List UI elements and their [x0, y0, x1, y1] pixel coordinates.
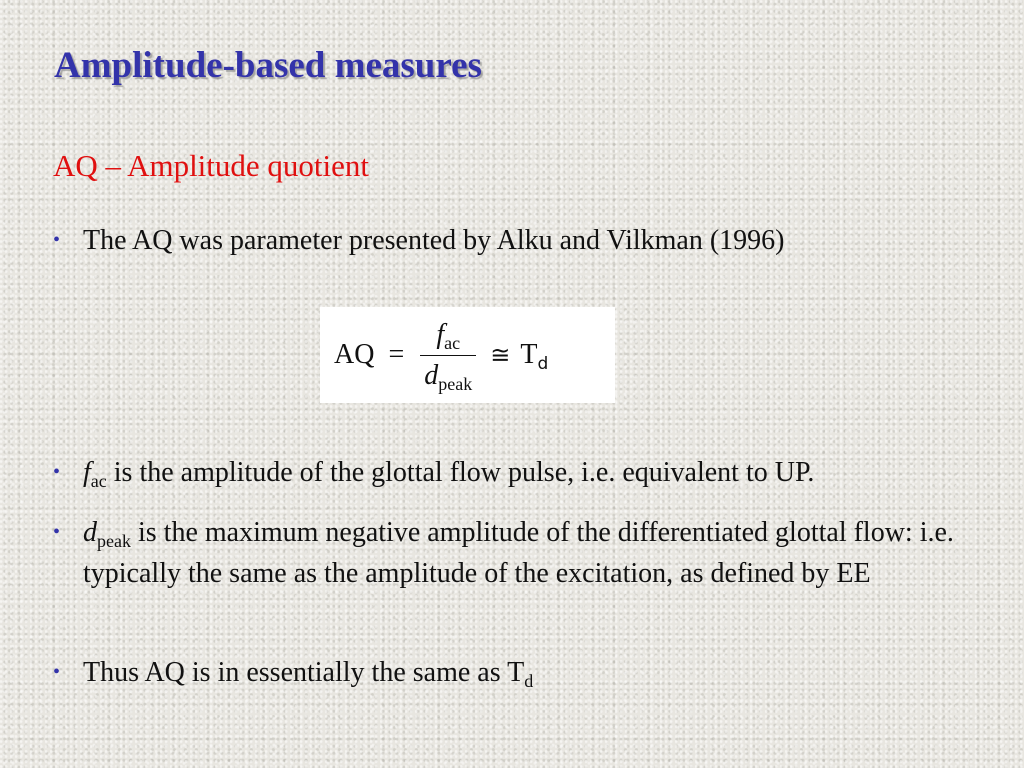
slide-title: Amplitude-based measures [54, 45, 482, 86]
bullet-item-3 [53, 512, 993, 594]
var-d: d [83, 517, 97, 548]
formula-approx: ≅ [490, 341, 511, 369]
formula-numerator [432, 318, 464, 352]
bullet-icon: • [53, 229, 61, 251]
sub-d: d [524, 671, 534, 691]
bullet-icon: • [53, 461, 61, 483]
bullet-text [83, 512, 993, 594]
bullet-body: is the amplitude of the glottal flow pulse, i.e. equivalent to UP. [106, 457, 815, 488]
bullet-item-4 [53, 652, 993, 693]
formula-denominator [420, 359, 476, 393]
bullet-text: The AQ was parameter presented by Alku and Vilkman (1996) [83, 225, 785, 256]
numerator-var: f [436, 318, 445, 350]
formula-rhs [520, 339, 549, 374]
fraction-bar [420, 355, 476, 356]
bullet-text [83, 452, 993, 493]
bullet-icon: • [53, 661, 61, 683]
rhs-sub: d [537, 354, 549, 374]
formula-box [320, 307, 615, 403]
var-f: f [83, 457, 91, 488]
formula-equals: = [388, 339, 405, 370]
numerator-sub: ac [444, 332, 461, 353]
sub-ac: ac [90, 471, 107, 491]
bullet-icon: • [53, 521, 61, 543]
bullet-text [83, 652, 993, 693]
bullet-body: Thus AQ is in essentially the same as T [83, 657, 525, 688]
aq-formula [334, 307, 548, 403]
sub-peak: peak [97, 531, 131, 551]
formula-fraction [420, 318, 476, 393]
slide-subtitle: AQ – Amplitude quotient [53, 148, 370, 183]
bullet-item-2 [53, 452, 993, 493]
denominator-sub: peak [438, 373, 473, 394]
rhs-var: T [520, 339, 538, 370]
bullet-body: is the maximum negative amplitude of the differentiated glottal flow: i.e. typically the same as the amplitude of the excitation, as defined by EE [83, 517, 954, 589]
bullet-item-1 [53, 220, 993, 261]
denominator-var: d [424, 359, 439, 391]
formula-lhs: AQ [334, 339, 375, 370]
